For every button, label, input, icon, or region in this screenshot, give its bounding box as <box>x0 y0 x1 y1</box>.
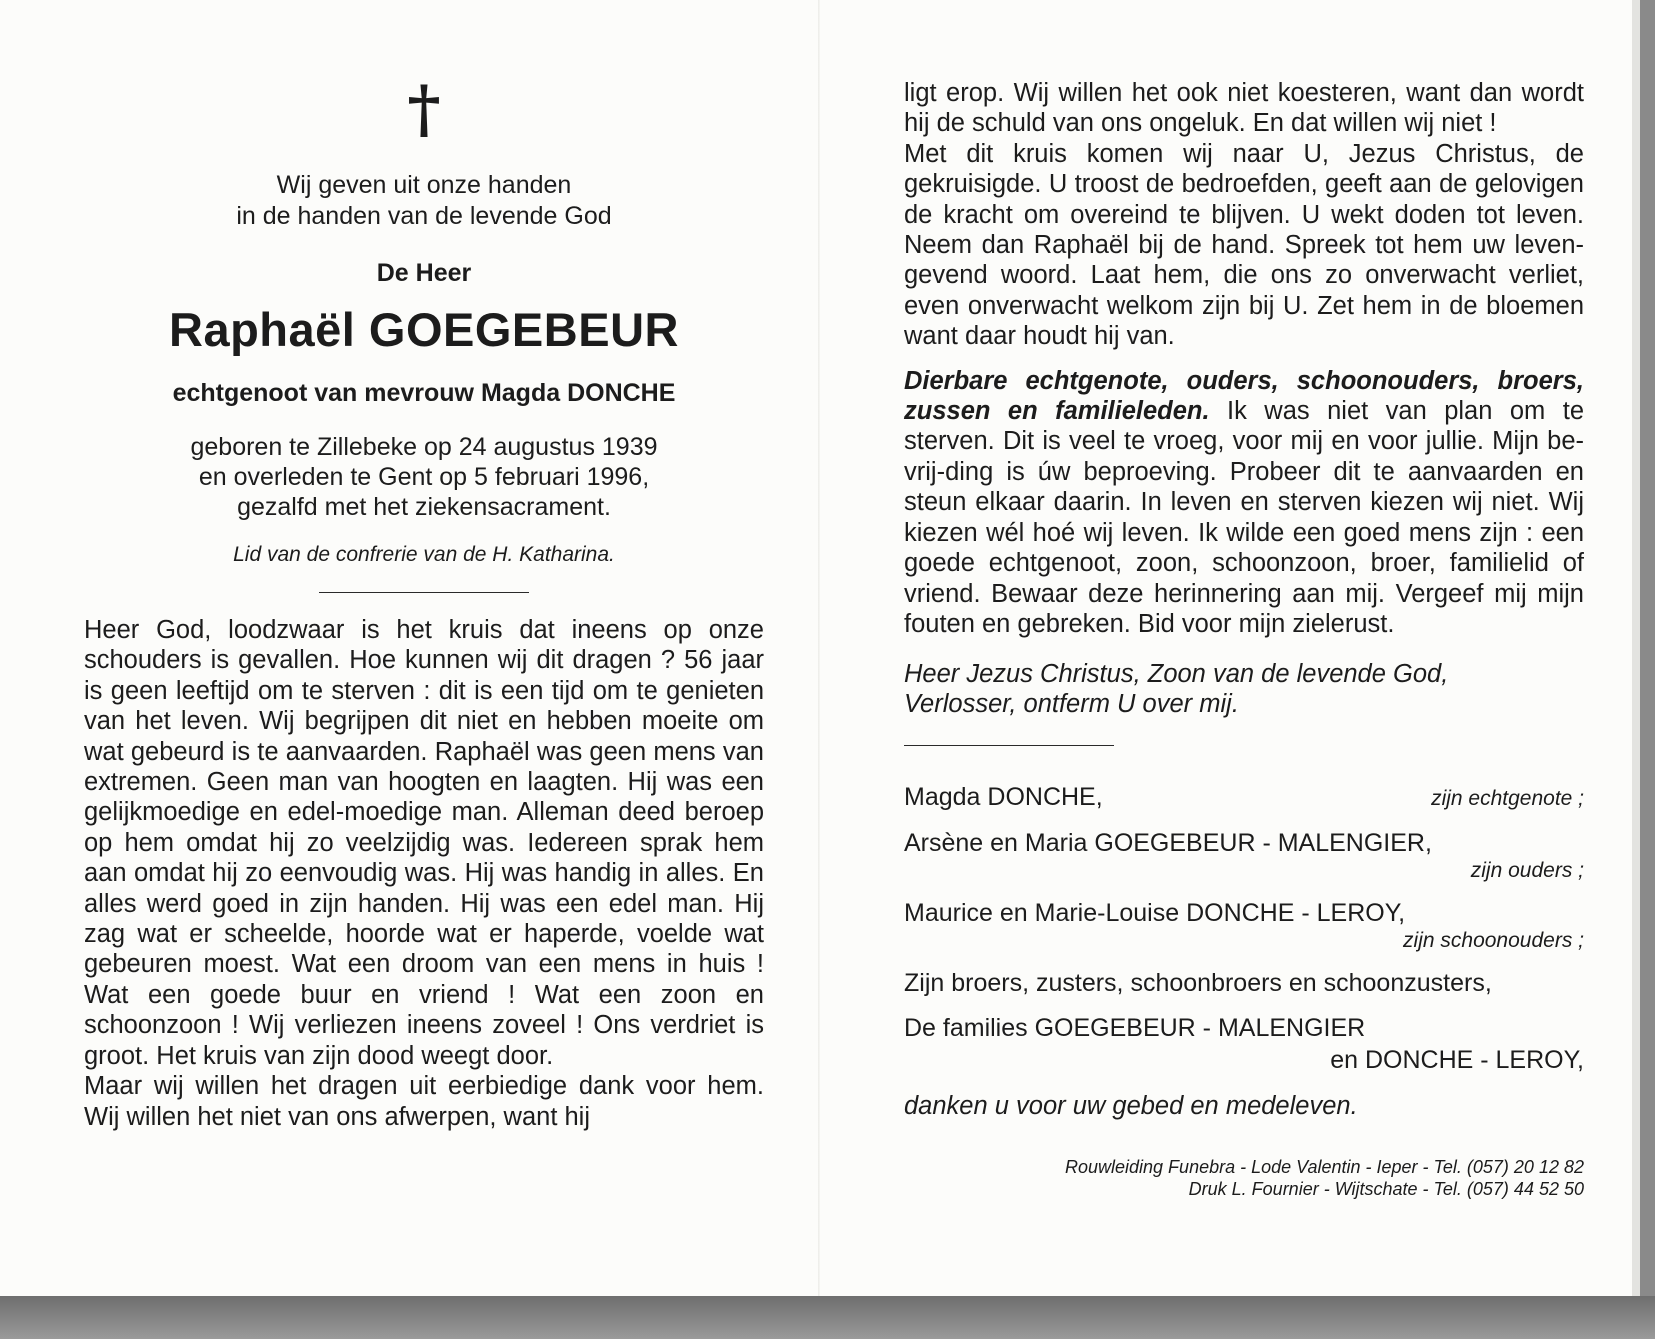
families-line: en DONCHE - LEROY, <box>1330 1046 1584 1075</box>
cross-icon: † <box>407 72 441 147</box>
printer-line: Druk L. Fournier - Wijtschate - Tel. (057) 44 52 50 <box>1188 1179 1584 1200</box>
funeral-home-line: Rouwleiding Funebra - Lode Valentin - Ieper - Tel. (057) 20 12 82 <box>1065 1157 1584 1178</box>
motto-line: Wij geven uit onze handen <box>276 171 572 199</box>
closing-prayer <box>904 659 1584 719</box>
closing-prayer-line: Verlosser, ontferm U over mij. <box>904 690 1239 719</box>
prayer-paragraph: Met dit kruis komen wij naar U, Jezus Christus, de gekruisigde. U troost de bedroefden, geeft aan de gelovigen de kracht om overeind te blijven. U wekt doden tot leven. Neem dan Raphaël bij de hand. Spreek tot hem uw leven-gevend woord. Laat hem, die ons zo onverwacht verliet, even onverwacht welkom zijn bij U. Zet hem in de bloemen want daar houdt hij van. <box>904 139 1584 351</box>
mourner-relation: zijn echtgenote ; <box>1431 787 1584 811</box>
farewell-address: Dierbare echtgenote, ouders, schoonouders, broers, zussen en familieleden. <box>904 366 1584 426</box>
deceased-name: Raphaël GOEGEBEUR <box>169 303 679 356</box>
thanks-line: danken u voor uw gebed en medeleven. <box>904 1092 1358 1121</box>
confrerie-note: Lid van de confrerie van de H. Katharina. <box>233 543 615 566</box>
death-line: en overleden te Gent op 5 februari 1996, <box>198 463 650 491</box>
mourner-relation: zijn ouders ; <box>1470 859 1584 883</box>
printer-credits <box>904 1156 1584 1200</box>
right-page <box>904 78 1584 1200</box>
life-dates <box>84 432 764 522</box>
sacrament-line: gezalfd met het ziekensacrament. <box>237 493 611 521</box>
prayer-paragraph: Maar wij willen het dragen uit eerbiedige dank voor hem. Wij willen het niet van ons afwerpen, want hij <box>84 1072 764 1131</box>
motto <box>84 170 764 232</box>
mourners-list <box>904 782 1584 1122</box>
motto-line: in de handen van de levende God <box>236 202 612 230</box>
scan-background <box>0 1296 1655 1339</box>
divider <box>319 592 529 593</box>
mourner-row <box>904 782 1584 814</box>
divider <box>904 745 1114 746</box>
card-fold <box>818 0 820 1296</box>
prayer-paragraph: Heer God, loodzwaar is het kruis dat ineens op onze schouders is gevallen. Hoe kunnen wij dit dragen ? 56 jaar is geen leeftijd om te sterven : dit is een tijd om te genieten van het leven. Wij begrijpen dit niet en hebben moeite om wat gebeurd is te aanvaarden. Raphaël was geen mens van extremen. Geen man van hoogten en laagten. Hij was een gelijkmoedige en edel-moedige man. Alleman deed beroep op hem omdat hij zo veelzijdig was. Iedereen sprak hem aan omdat hij zo eenvoudig was. Hij was handig in alles. En alles werd goed in zijn handen. Hij was een edel man. Hij zag wat er scheelde, hoorde wat er haperde, voelde wat gebeuren moest. Wat een droom van een mens in huis ! Wat een goede buur en vriend ! Wat een zoon en schoonzoon ! Wij verliezen ineens zoveel ! Ons verdriet is groot. Het kruis van zijn dood weegt door. <box>84 616 764 1070</box>
honorific: De Heer <box>376 259 472 287</box>
mourner-name: Arsène en Maria GOEGEBEUR - MALENGIER, <box>904 829 1432 858</box>
card-edge <box>1632 0 1640 1296</box>
spouse-line: echtgenoot van mevrouw Magda DONCHE <box>172 379 676 407</box>
birth-line: geboren te Zillebeke op 24 augustus 1939 <box>190 433 658 461</box>
siblings-line: Zijn broers, zusters, schoonbroers en schoonzusters, <box>904 969 1492 998</box>
left-page <box>84 70 764 1132</box>
mourner-name: Maurice en Marie-Louise DONCHE - LEROY, <box>904 899 1406 928</box>
mourner-relation: zijn schoonouders ; <box>1403 929 1584 953</box>
farewell-text: Ik was niet van plan om te sterven. Dit is veel te vroeg, voor mij en voor jullie. Mijn be-vrij-ding is úw beproeving. Probeer dit te aanvaarden en steun elkaar daarin. In leven en sterven kiezen wij niet. Wij kiezen wél hoé wij leven. Ik wilde een goed mens zijn : een goede echtgenoot, zoon, schoonzoon, broer, familielid of vriend. Bewaar deze herinnering aan mij. Vergeef mij mijn fouten en gebreken. Bid voor mijn zielerust. <box>904 397 1584 638</box>
farewell-paragraph <box>904 366 1584 640</box>
mourner-row <box>904 898 1584 954</box>
closing-prayer-line: Heer Jezus Christus, Zoon van de levende God, <box>904 660 1449 689</box>
prayer-paragraph: ligt erop. Wij willen het ook niet koesteren, want dan wordt hij de schuld van ons ongeluk. En dat willen wij niet ! <box>904 79 1584 138</box>
mourner-row <box>904 828 1584 884</box>
mourner-name: Magda DONCHE, <box>904 783 1103 812</box>
families-line: De families GOEGEBEUR - MALENGIER <box>904 1014 1366 1043</box>
